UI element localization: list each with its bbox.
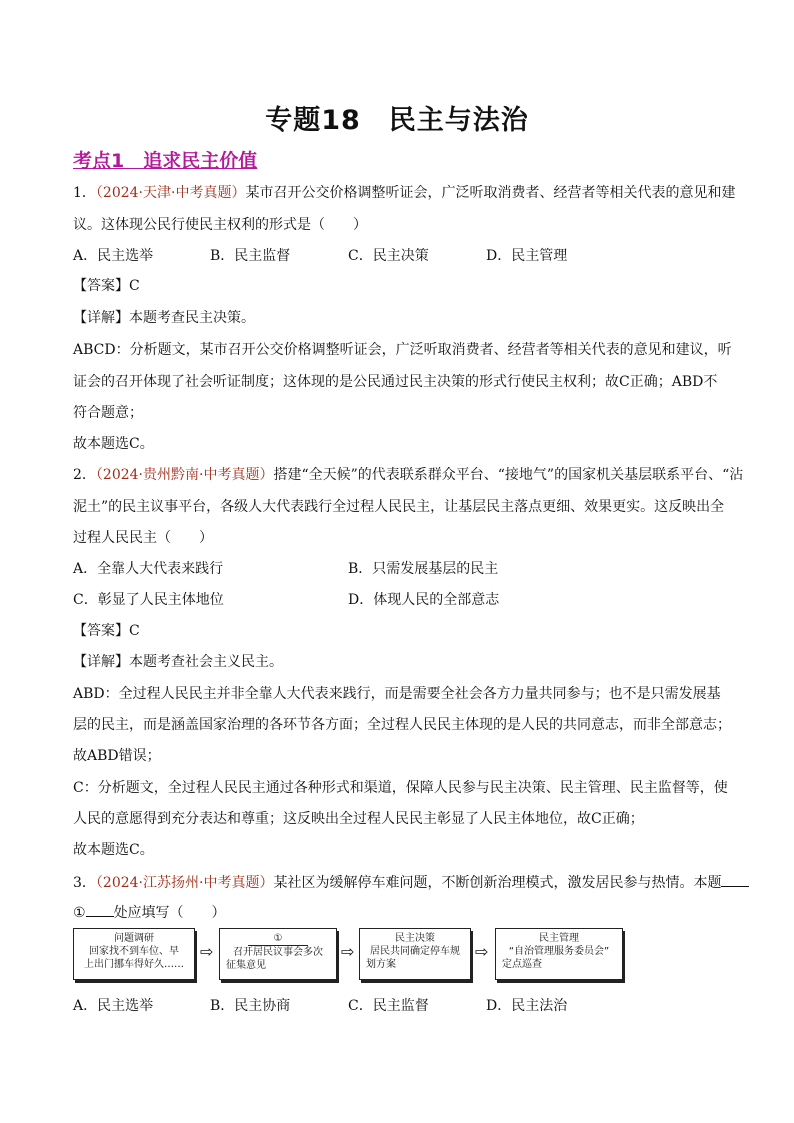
- q2-stem-line3: 过程人民民主（ ）: [73, 530, 213, 546]
- flow-diagram: [73, 928, 633, 986]
- q3-option-d: D．民主法治: [486, 998, 568, 1014]
- q3-stem-line1: [73, 872, 723, 893]
- answer-blank: [721, 872, 749, 887]
- q2-analysis-line: 层的民主，而是涵盖国家治理的各环节各方面；全过程人民民主体现的是人民的共同意志，而非全部意志；: [73, 717, 731, 733]
- q1-analysis-line: 符合题意；: [73, 405, 143, 421]
- flow-box-title: 民主决策: [395, 933, 435, 944]
- q1-conclusion: 故本题选C。: [73, 436, 154, 452]
- flow-box-text: 征集意见: [226, 960, 266, 971]
- q2-analysis-line: 人民的意愿得到充分表达和尊重；这反映出全过程人民民主彰显了人民主体地位，故C正确；: [73, 811, 644, 827]
- flow-box-text: 回家找不到车位、早: [89, 946, 179, 957]
- flow-box-blank: [219, 928, 337, 980]
- flow-box-problem-research: [73, 928, 195, 980]
- q2-analysis-line: ABD：全过程人民民主并非全靠人大代表来践行，而是需要全社会各方力量共同参与；也不是只需发展基: [73, 686, 721, 702]
- flow-box-title: ①: [248, 932, 308, 946]
- q2-analysis-line: C：分析题文，全过程人民民主通过各种形式和渠道，保障人民参与民主决策、民主管理、民主监督等，使: [73, 780, 728, 796]
- arrow-icon: ⇨: [475, 942, 489, 961]
- q1-analysis-line: ABCD：分析题文，某市召开公交价格调整听证会，广泛听取消费者、经营者等相关代表的意见和建议，听: [73, 342, 732, 358]
- q1-source: （2024·天津·中考真题）: [95, 185, 246, 201]
- q3-stem-line2: [73, 902, 723, 923]
- q1-stem-line2: 议。这体现公民行使民主权利的形式是（ ）: [73, 217, 367, 233]
- q2-stem-text: 搭建“全天候”的代表联系群众平台、“接地气”的国家机关基层联系平台、“沾: [273, 467, 744, 483]
- q3-number: 3．: [73, 875, 96, 891]
- flow-box-text: “自治管理服务委员会”: [508, 946, 610, 957]
- q2-stem-line1: [73, 465, 744, 485]
- q3-option-c: C．民主监督: [348, 998, 429, 1014]
- q3-stem-text: 处应填写（ ）: [113, 905, 226, 921]
- flow-box-decision: [359, 928, 471, 980]
- q2-detail: 【详解】本题考查社会主义民主。: [73, 654, 283, 670]
- q3-stem-text: 某社区为缓解停车难问题，不断创新治理模式，激发居民参与热情。本题: [273, 875, 722, 891]
- arrow-icon: ⇨: [341, 942, 355, 961]
- section-heading: 考点1 追求民主价值: [73, 150, 258, 172]
- q1-option-c: C．民主决策: [348, 248, 429, 264]
- q2-option-c: C．彰显了人民主体地位: [73, 592, 224, 608]
- q2-source: （2024·贵州黔南·中考真题）: [95, 467, 274, 483]
- q2-analysis-line: 故ABD错误；: [73, 748, 161, 764]
- q2-stem-line2: 泥土”的民主议事平台，各级人大代表践行全过程人民民主，让基层民主落点更细、效果更实。这反映出全: [73, 499, 725, 515]
- page-title: 专题18 民主与法治: [265, 105, 529, 136]
- q1-stem-line1: [73, 183, 736, 203]
- flow-box-title: 民主管理: [539, 933, 579, 944]
- q3-option-a: A．民主选举: [73, 998, 154, 1014]
- flow-box-text: 居民共同确定停车规: [370, 946, 460, 957]
- q2-option-a: A．全靠人大代表来践行: [73, 561, 224, 577]
- flow-box-management: [495, 928, 623, 980]
- q1-number: 1．: [73, 185, 96, 201]
- flow-box-text: 划方案: [366, 959, 396, 970]
- flow-box-text: 上出门挪车得好久……: [84, 959, 184, 970]
- q2-number: 2．: [73, 467, 96, 483]
- flow-box-title: 问题调研: [114, 933, 154, 944]
- flow-box-text: 定点巡查: [502, 959, 542, 970]
- q2-answer: 【答案】C: [73, 623, 140, 639]
- q3-option-b: B．民主协商: [210, 998, 291, 1014]
- flow-box-text: 召开居民议事会多次: [233, 947, 323, 958]
- blank-marker: ①: [73, 905, 86, 921]
- answer-blank: [86, 902, 114, 917]
- q1-analysis-line: 证会的召开体现了社会听证制度；这体现的是公民通过民主决策的形式行使民主权利；故C正确；ABD不: [73, 374, 718, 390]
- q2-conclusion: 故本题选C。: [73, 842, 154, 858]
- q1-option-d: D．民主管理: [486, 248, 568, 264]
- q1-option-b: B．民主监督: [210, 248, 291, 264]
- q1-answer: 【答案】C: [73, 278, 140, 294]
- q2-option-d: D．体现人民的全部意志: [348, 592, 500, 608]
- arrow-icon: ⇨: [200, 942, 214, 961]
- q1-stem-text: 某市召开公交价格调整听证会，广泛听取消费者、经营者等相关代表的意见和建: [245, 185, 736, 201]
- q2-option-b: B．只需发展基层的民主: [348, 561, 499, 577]
- q1-detail: 【详解】本题考查民主决策。: [73, 310, 255, 326]
- q3-source: （2024·江苏扬州·中考真题）: [95, 875, 274, 891]
- q1-option-a: A．民主选举: [73, 248, 154, 264]
